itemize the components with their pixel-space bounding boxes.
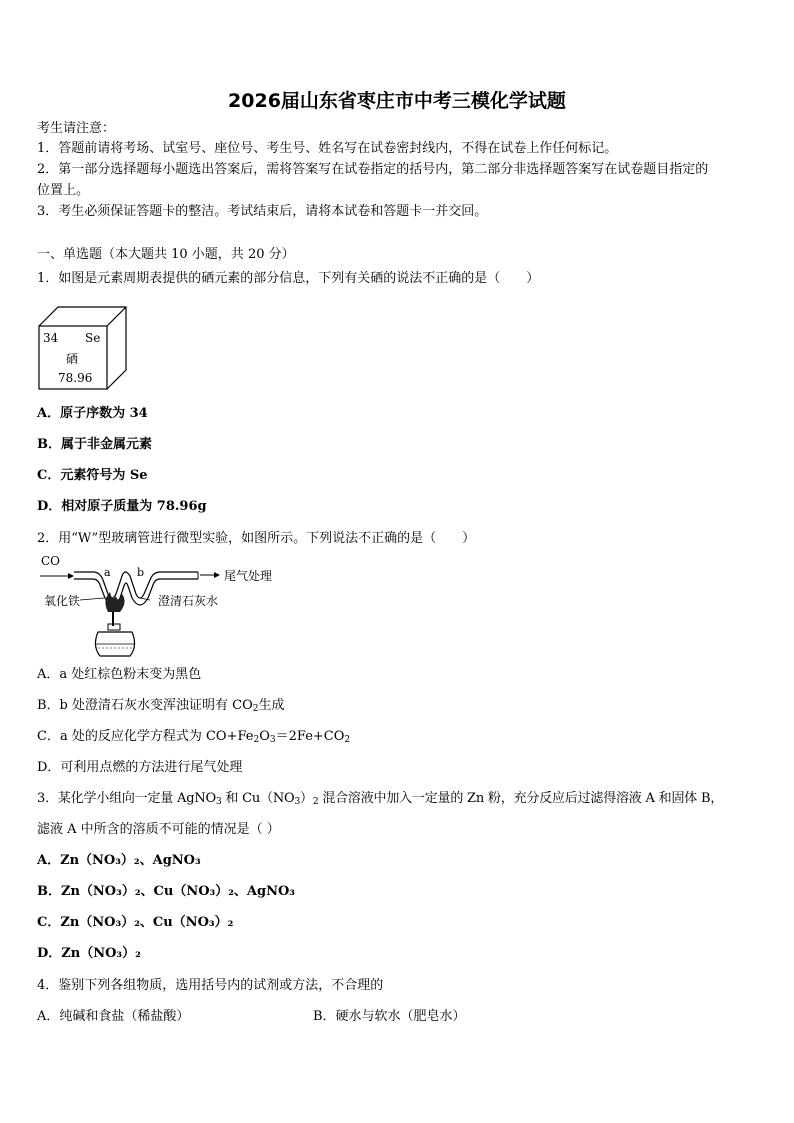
question-3-stem-cont: 滤液 A 中所含的溶质不可能的情况是（ ）: [37, 822, 280, 837]
q2-option-a: A．a 处红棕色粉末变为黑色: [37, 667, 202, 682]
section-heading: 一、单选题（本大题共 10 小题，共 20 分）: [37, 247, 295, 262]
co-label: CO: [41, 554, 61, 568]
q1-option-a: A．原子序数为 34: [37, 406, 148, 421]
q4-option-b: B．硬水与软水（肥皂水）: [313, 1009, 466, 1024]
question-4-stem: 4．鉴别下列各组物质，选用括号内的试剂或方法，不合理的: [37, 978, 384, 993]
element-symbol: Se: [85, 331, 101, 345]
limewater-label: 澄清石灰水: [158, 594, 219, 608]
page-title: 2026届山东省枣庄市中考三模化学试题: [228, 90, 566, 112]
notice-item-2-cont: 位置上。: [37, 183, 90, 198]
point-a-label: a: [104, 566, 111, 579]
q2-option-d: D．可利用点燃的方法进行尾气处理: [37, 760, 243, 775]
w-tube-apparatus: [38, 552, 278, 664]
q2-option-b: B．b 处澄清石灰水变浑浊证明有 $CO_2$生成: [37, 698, 285, 714]
question-3-stem: 3．某化学小组向一定量 AgNO$_3$ 和 $Cu(NO_3)_2$ 混合溶液中加入一定量的 Zn 粉，充分反应后过滤得溶液 A 和固体 B，: [37, 791, 724, 807]
q3-option-a: A．Zn（NO₃）₂、AgNO₃: [37, 853, 201, 868]
q1-option-b: B．属于非金属元素: [37, 437, 152, 452]
question-1-stem: 1．如图是元素周期表提供的硒元素的部分信息，下列有关硒的说法不正确的是（ ）: [37, 271, 540, 286]
notice-item-2: 2．第一部分选择题每小题选出答案后，需将答案写在试卷指定的括号内，第二部分非选择题答案写在试卷题目指定的: [37, 162, 709, 177]
q3-option-c: C．Zn（NO₃）₂、Cu（NO₃）₂: [37, 915, 234, 930]
atomic-mass: 78.96: [58, 371, 93, 385]
iron-oxide-label: 氧化铁: [44, 594, 81, 608]
notice-item-3: 3．考生必须保证答题卡的整洁。考试结束后，请将本试卷和答题卡一并交回。: [37, 204, 488, 219]
q1-option-c: C．元素符号为 Se: [37, 468, 148, 483]
tail-gas-label: 尾气处理: [224, 569, 273, 583]
element-name: 硒: [66, 352, 79, 366]
q4-option-a: A．纯碱和食盐（稀盐酸）: [37, 1009, 190, 1024]
q3-option-b: B．Zn（NO₃）₂、Cu（NO₃）₂、AgNO₃: [37, 884, 295, 899]
q1-option-d: D．相对原子质量为 78.96g: [37, 499, 207, 514]
notice-item-1: 1．答题前请将考场、试室号、座位号、考生号、姓名写在试卷密封线内，不得在试卷上作任何标记。: [37, 141, 618, 156]
q3-option-d: D．Zn（NO₃）₂: [37, 946, 141, 961]
point-b-label: b: [137, 566, 145, 579]
notice-heading: 考生请注意：: [37, 121, 116, 136]
q2-option-c: C．a 处的反应化学方程式为 $CO+Fe_2O_3=2Fe+CO_2$: [37, 729, 351, 745]
selenium-element-card: [38, 306, 128, 390]
question-2-stem: 2．用“W”型玻璃管进行微型实验，如图所示。下列说法不正确的是（ ）: [37, 531, 476, 546]
atomic-number: 34: [43, 331, 59, 345]
